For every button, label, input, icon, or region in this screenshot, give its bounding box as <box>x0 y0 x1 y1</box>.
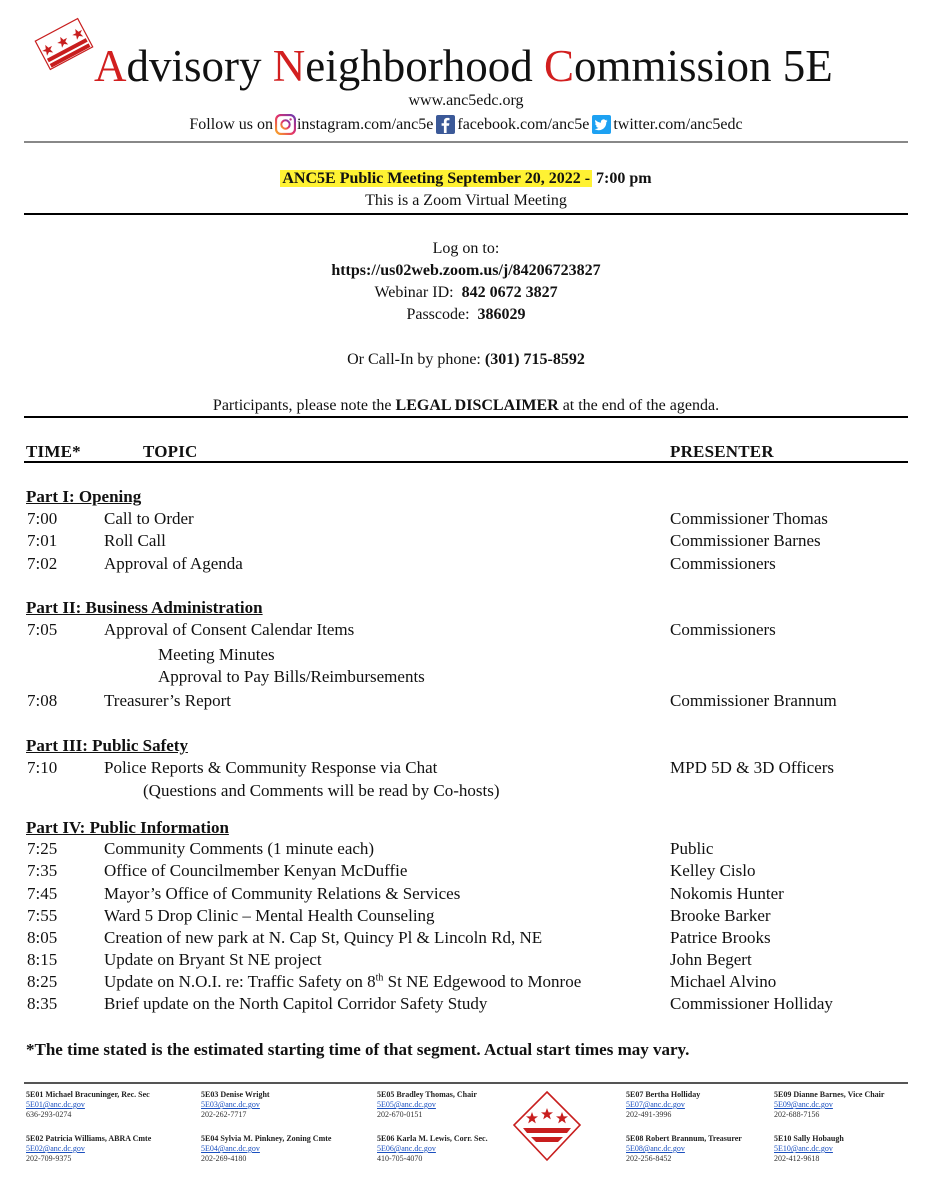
agenda-row: 7:02 Approval of Agenda Commissioners <box>27 554 776 573</box>
webinar-id-line: Webinar ID: 842 0672 3827 <box>374 284 558 301</box>
callin-phone: (301) 715-8592 <box>484 351 585 368</box>
agenda-sub-item: Approval to Pay Bills/Reimbursements <box>158 667 425 686</box>
meeting-title-highlight: ANC5E Public Meeting September 20, 2022 - <box>282 170 591 187</box>
commissioner-contact: 5E05 Bradley Thomas, Chair 5E05@anc.dc.gov 202-670-0151 <box>377 1090 477 1119</box>
logon-label: Log on to: <box>432 240 500 257</box>
section-part-4: Part IV: Public Information <box>26 818 229 837</box>
section-part-1: Part I: Opening <box>26 487 142 506</box>
agenda-row: 7:01 Roll Call Commissioner Barnes <box>27 531 821 550</box>
agenda-note: (Questions and Comments will be read by Co-hosts) <box>143 781 500 800</box>
commissioner-contact: 5E06 Karla M. Lewis, Corr. Sec. 5E06@anc.dc.gov 410-705-4070 <box>377 1134 488 1163</box>
agenda-row: 7:08 Treasurer’s Report Commissioner Brannum <box>27 691 837 710</box>
organization-title: Advisory Neighborhood Commission 5E <box>94 41 833 91</box>
dc-map-flag-icon <box>512 1090 582 1162</box>
agenda-row: 7:00 Call to Order Commissioner Thomas <box>27 509 828 528</box>
agenda-row: 7:45 Mayor’s Office of Community Relations & Services Nokomis Hunter <box>27 884 784 903</box>
agenda-row: 8:15 Update on Bryant St NE project John Begert <box>27 950 752 969</box>
instagram-link[interactable]: instagram.com/anc5e <box>296 115 434 133</box>
logon-block <box>0 238 932 326</box>
instagram-icon <box>275 114 296 135</box>
column-header-time: TIME* <box>26 442 81 461</box>
passcode-line: Passcode: 386029 <box>406 306 526 323</box>
meeting-divider <box>24 213 908 215</box>
commissioner-contact: 5E03 Denise Wright 5E03@anc.dc.gov 202-262-7717 <box>201 1090 270 1119</box>
agenda-row: 8:25 Update on N.O.I. re: Traffic Safety on 8th St NE Edgewood to Monroe Michael Alvino <box>27 972 777 991</box>
commissioner-contact: 5E02 Patricia Williams, ABRA Cmte 5E02@anc.dc.gov 202-709-9375 <box>26 1134 152 1163</box>
zoom-url[interactable]: https://us02web.zoom.us/j/84206723827 <box>331 262 601 279</box>
agenda-row: 7:05 Approval of Consent Calendar Items Commissioners <box>27 620 776 639</box>
section-part-2: Part II: Business Administration <box>26 598 263 617</box>
facebook-link[interactable]: facebook.com/anc5e <box>457 115 590 133</box>
agenda-top-divider <box>24 416 908 418</box>
social-links <box>0 114 932 135</box>
agenda-row: 7:10 Police Reports & Community Response via Chat MPD 5D & 3D Officers <box>27 758 835 777</box>
commissioner-contact: 5E10 Sally Hobaugh 5E10@anc.dc.gov 202-412-9618 <box>774 1134 844 1163</box>
meeting-title: ANC5E Public Meeting September 20, 2022 - 7:00 pm <box>282 170 652 187</box>
footer-divider <box>24 1082 908 1084</box>
webinar-id: 842 0672 3827 <box>461 284 558 301</box>
twitter-link[interactable]: twitter.com/anc5edc <box>613 115 743 133</box>
agenda-row: 7:25 Community Comments (1 minute each) Public <box>27 839 714 858</box>
commissioner-contact: 5E04 Sylvia M. Pinkney, Zoning Cmte 5E04@anc.dc.gov 202-269-4180 <box>201 1134 332 1163</box>
agenda-row: 8:35 Brief update on the North Capitol Corridor Safety Study Commissioner Holliday <box>27 994 833 1013</box>
header-divider <box>24 141 908 143</box>
commissioner-contact: 5E07 Bertha Holliday 5E07@anc.dc.gov 202-491-3996 <box>626 1090 701 1119</box>
time-footnote: *The time stated is the estimated starting time of that segment. Actual start times may vary. <box>26 1040 690 1059</box>
facebook-icon <box>435 114 456 135</box>
column-header-divider <box>24 461 908 463</box>
column-header-presenter: PRESENTER <box>670 442 774 461</box>
agenda-row: 7:35 Office of Councilmember Kenyan McDuffie Kelley Cislo <box>27 861 756 880</box>
passcode: 386029 <box>477 306 526 323</box>
commissioner-contact: 5E09 Dianne Barnes, Vice Chair 5E09@anc.dc.gov 202-688-7156 <box>774 1090 885 1119</box>
callin-line: Or Call-In by phone: (301) 715-8592 <box>347 351 585 368</box>
commissioner-contact: 5E01 Michael Bracuninger, Rec. Sec 5E01@anc.dc.gov 636-293-0274 <box>26 1090 150 1119</box>
meeting-subtitle: This is a Zoom Virtual Meeting <box>365 192 567 209</box>
section-part-3: Part III: Public Safety <box>26 736 188 755</box>
agenda-row: 7:55 Ward 5 Drop Clinic – Mental Health Counseling Brooke Barker <box>27 906 771 925</box>
agenda-sub-item: Meeting Minutes <box>158 645 275 664</box>
dc-flag-logo-icon <box>34 14 94 74</box>
column-header-topic: TOPIC <box>143 442 198 461</box>
website-link[interactable]: www.anc5edc.org <box>408 92 524 109</box>
follow-label: Follow us on <box>189 115 273 133</box>
twitter-icon <box>591 114 612 135</box>
commissioner-contact: 5E08 Robert Brannum, Treasurer 5E08@anc.dc.gov 202-256-8452 <box>626 1134 742 1163</box>
disclaimer-note: Participants, please note the LEGAL DISCLAIMER at the end of the agenda. <box>212 397 720 414</box>
agenda-row: 8:05 Creation of new park at N. Cap St, Quincy Pl & Lincoln Rd, NE Patrice Brooks <box>27 928 771 947</box>
